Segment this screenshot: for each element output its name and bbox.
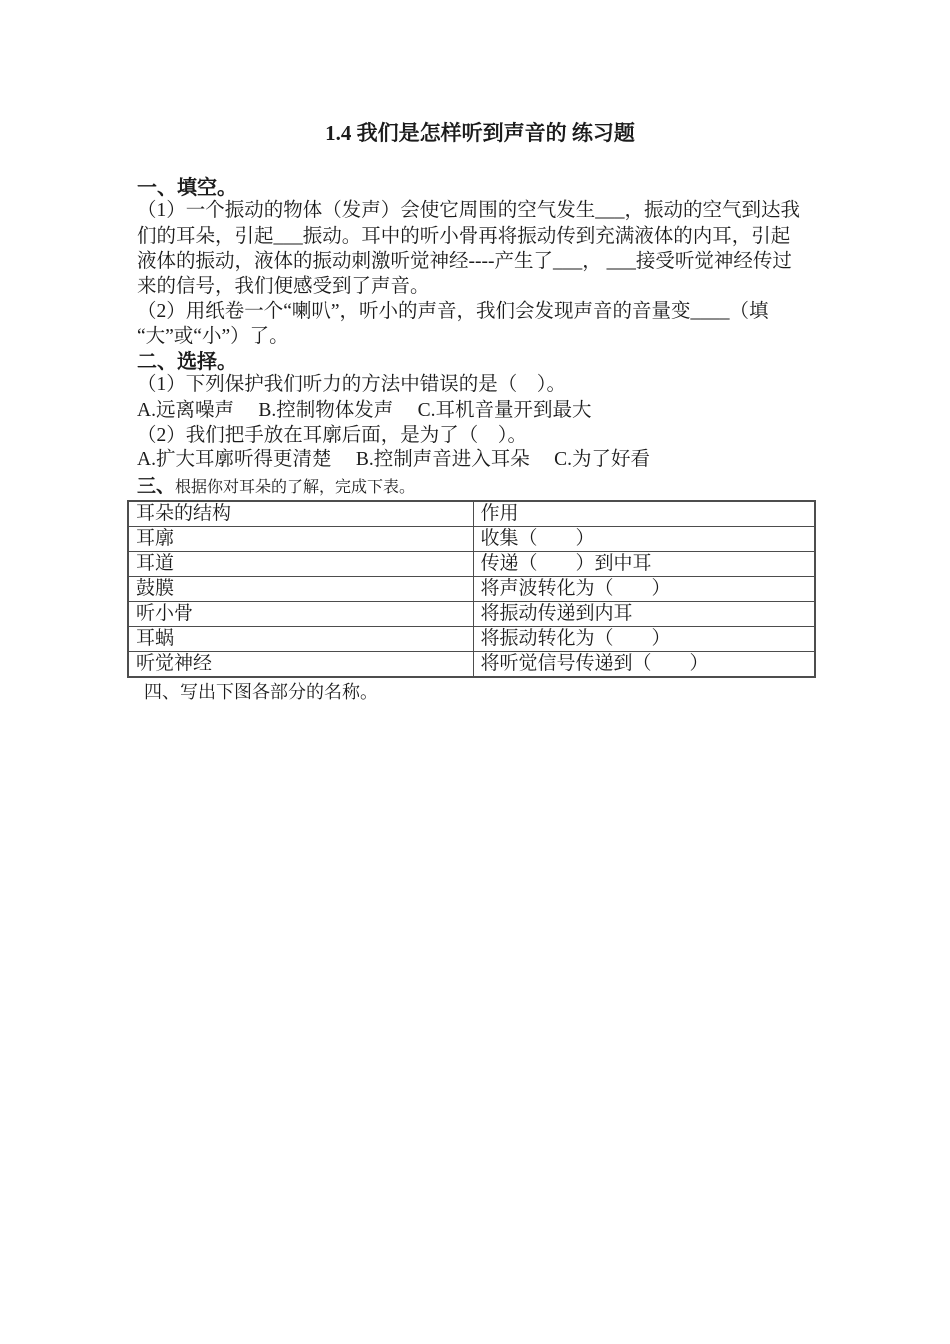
- section3-heading-number: 三、: [137, 476, 176, 497]
- table-cell-function: 传递（ ）到中耳: [473, 552, 815, 577]
- section2-options: A.远离噪声 B.控制物体发声 C.耳机音量开到最大: [137, 400, 592, 421]
- table-cell-function: 收集（ ）: [473, 527, 815, 552]
- section3-heading: [137, 474, 837, 500]
- ear-structure-table: [127, 500, 816, 678]
- table-cell-function: 将振动传递到内耳: [473, 602, 815, 627]
- page-title: 1.4 我们是怎样听到声音的 练习题: [325, 121, 635, 145]
- table-row: [128, 527, 815, 552]
- section2-heading: 二、选择。: [137, 351, 237, 373]
- table-header-row: [128, 501, 815, 527]
- section1-line: （2）用纸卷一个“喇叭”，听小的声音，我们会发现声音的音量变____（填: [137, 301, 769, 322]
- section2-question: （1）下列保护我们听力的方法中错误的是（ ）。: [137, 374, 567, 395]
- table-cell-structure: 听小骨: [128, 602, 473, 627]
- table-cell-function: 将声波转化为（ ）: [473, 577, 815, 602]
- section1-line: 们的耳朵，引起___振动。耳中的听小骨再将振动传到充满液体的内耳，引起: [137, 226, 791, 247]
- section1-line: “大”或“小”）了。: [137, 326, 289, 347]
- table-row: [128, 552, 815, 577]
- table-row: [128, 602, 815, 627]
- section4-heading: 四、写出下图各部分的名称。: [144, 682, 378, 702]
- table-row: [128, 652, 815, 678]
- section1-heading: 一、填空。: [137, 177, 237, 199]
- section1-line: （1）一个振动的物体（发声）会使它周围的空气发生___，振动的空气到达我: [137, 200, 801, 221]
- section1-line: 液体的振动，液体的振动刺激听觉神经----产生了___， ___接受听觉神经传过: [137, 251, 792, 272]
- table-cell-structure: 鼓膜: [128, 577, 473, 602]
- section2-question: （2）我们把手放在耳廓后面，是为了（ ）。: [137, 425, 528, 446]
- table-row: [128, 627, 815, 652]
- table-header-structure: 耳朵的结构: [128, 501, 473, 527]
- table-cell-structure: 耳蜗: [128, 627, 473, 652]
- table-cell-structure: 听觉神经: [128, 652, 473, 678]
- table-cell-structure: 耳道: [128, 552, 473, 577]
- section1-line: 来的信号，我们便感受到了声音。: [137, 276, 430, 297]
- table-cell-function: 将听觉信号传递到（ ）: [473, 652, 815, 678]
- section2-options: A.扩大耳廓听得更清楚 B.控制声音进入耳朵 C.为了好看: [137, 449, 650, 470]
- table-cell-structure: 耳廓: [128, 527, 473, 552]
- table-row: [128, 577, 815, 602]
- section3-heading-text: 根据你对耳朵的了解，完成下表。: [175, 479, 416, 496]
- table-header-function: 作用: [473, 501, 815, 527]
- table-cell-function: 将振动转化为（ ）: [473, 627, 815, 652]
